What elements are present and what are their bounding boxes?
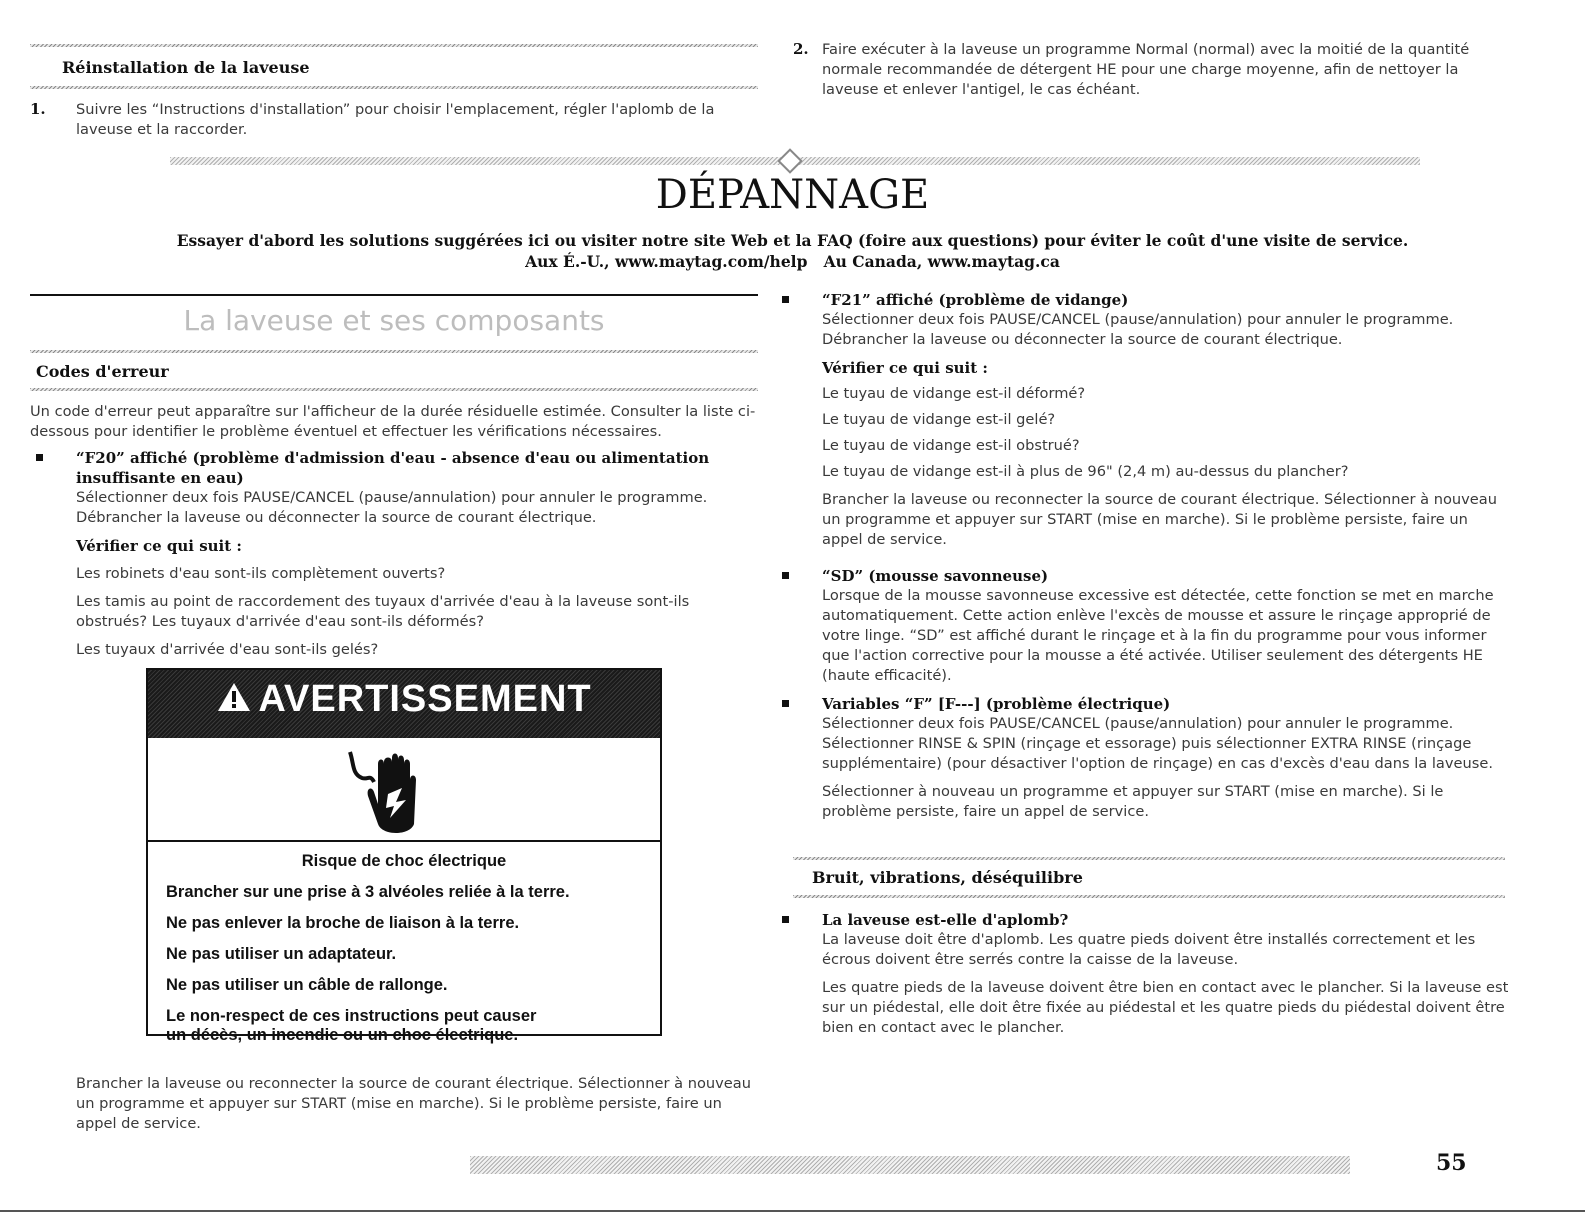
- bruit-rule-top: [793, 857, 1505, 860]
- f20-check-label: Vérifier ce qui suit :: [76, 537, 242, 555]
- f21-question-1: Le tuyau de vidange est-il déformé?: [822, 385, 1086, 402]
- warning-header: [148, 670, 660, 738]
- sd-item: [822, 566, 1512, 686]
- codes-after-warning: Brancher la laveuse ou reconnecter la source de courant électrique. Sélectionner à nouveau un programme et appuyer sur START (mise en marche). Si le problème persiste, faire un appel de service.: [76, 1075, 751, 1132]
- f21-title: “F21” affiché (problème de vidange): [822, 291, 1129, 309]
- electric-shock-hand-icon: [344, 744, 434, 844]
- f21-question-3: Le tuyau de vidange est-il obstrué?: [822, 437, 1080, 454]
- sd-text: Lorsque de la mousse savonneuse excessive est détectée, cette fonction se met en marche automatiquement. Cette action enlève l'excès de mousse et assure le rinçage approprié de votre linge. “SD” est affiché durant le rinçage et à la fin du programme pour vous informer que l'action corrective pour la mousse a été activée. Utiliser seulement des détergents HE (haute efficacité).: [822, 587, 1494, 684]
- item-2-text: Faire exécuter à la laveuse un programme Normal (normal) avec la moitié de la quantité normale recommandée de détergent HE pour une charge moyenne, afin de nettoyer la laveuse et enlever l'antigel, le cas échéant.: [822, 41, 1470, 98]
- title-divider-right: [798, 157, 1420, 165]
- intro-line-2: Aux É.-U., www.maytag.com/help Au Canada, www.maytag.ca: [525, 252, 1060, 271]
- section-rule-top: [30, 294, 758, 296]
- item-2-number: 2.: [793, 40, 809, 58]
- variables-title: Variables “F” [F---] (problème électrique): [822, 695, 1171, 713]
- aplomb-title: La laveuse est-elle d'aplomb?: [822, 911, 1069, 929]
- title-divider-left: [170, 157, 782, 165]
- bullet-icon: [782, 572, 789, 579]
- warning-title: AVERTISSEMENT: [148, 678, 660, 723]
- intro-line-1: Essayer d'abord les solutions suggérées ici ou visiter notre site Web et la FAQ (foire aux questions) pour éviter le coût d'une visite de service.: [176, 231, 1409, 250]
- warning-line-6b: un décès, un incendie ou un choc électrique.: [166, 1026, 519, 1044]
- variables-text: Sélectionner deux fois PAUSE/CANCEL (pause/annulation) pour annuler le programme. Sélectionner RINSE & SPIN (rinçage et essorage) puis sélectionner EXTRA RINSE (rinçage supplémentaire) (pour désactiver l'option de rinçage) en cas d'excès d'eau dans la laveuse.: [822, 715, 1493, 772]
- page-number: 55: [1436, 1150, 1467, 1176]
- footer-rule: [470, 1156, 1350, 1174]
- top-left-rule-top: [30, 44, 758, 47]
- f20-question-2: Les tamis au point de raccordement des tuyaux d'arrivée d'eau à la laveuse sont-ils obstrués? Les tuyaux d'arrivée d'eau sont-ils déformés?: [76, 593, 690, 630]
- sd-title: “SD” (mousse savonneuse): [822, 567, 1049, 585]
- f20-question-1: Les robinets d'eau sont-ils complètement ouverts?: [76, 565, 446, 582]
- f20-item: [76, 448, 766, 660]
- f20-title: “F20” affiché (problème d'admission d'eau - absence d'eau ou alimentation insuffisante en eau): [76, 449, 710, 487]
- bullet-icon: [782, 700, 789, 707]
- warning-icon-divider: [148, 840, 660, 842]
- section-title: La laveuse et ses composants: [183, 304, 605, 337]
- codes-rule-top: [30, 350, 758, 353]
- warning-line-3: Ne pas enlever la broche de liaison à la terre.: [166, 914, 520, 932]
- warning-line-4: Ne pas utiliser un adaptateur.: [166, 945, 397, 963]
- f21-question-4: Le tuyau de vidange est-il à plus de 96" (2,4 m) au-dessus du plancher?: [822, 463, 1349, 480]
- f21-check-label: Vérifier ce qui suit :: [822, 359, 988, 377]
- aplomb-text: La laveuse doit être d'aplomb. Les quatre pieds doivent être installés correctement et les écrous doivent être serrés contre la caisse de la laveuse.: [822, 931, 1476, 968]
- warning-line-1: Risque de choc électrique: [301, 852, 507, 870]
- divider-diamond-icon: [777, 148, 802, 173]
- codes-heading: Codes d'erreur: [36, 362, 169, 381]
- f20-question-3: Les tuyaux d'arrivée d'eau sont-ils gelés?: [76, 641, 379, 658]
- codes-intro: Un code d'erreur peut apparaître sur l'afficheur de la durée résiduelle estimée. Consulter la liste ci-dessous pour identifier le problème éventuel et effectuer les vérifications nécessaires.: [30, 403, 756, 440]
- bruit-rule-bottom: [793, 895, 1505, 898]
- f21-item: [822, 290, 1512, 550]
- bullet-icon: [36, 454, 43, 461]
- warning-line-6a: Le non-respect de ces instructions peut causer: [166, 1007, 537, 1025]
- item-1-text: Suivre les “Instructions d'installation” pour choisir l'emplacement, régler l'aplomb de la laveuse et la raccorder.: [76, 101, 715, 138]
- warning-triangle-icon: [216, 680, 252, 723]
- reinstall-heading: Réinstallation de la laveuse: [62, 58, 310, 77]
- f21-after: Brancher la laveuse ou reconnecter la source de courant électrique. Sélectionner à nouveau un programme et appuyer sur START (mise en marche). Si le problème persiste, faire un appel de service.: [822, 491, 1497, 548]
- page-title: DÉPANNAGE: [655, 172, 930, 218]
- bullet-icon: [782, 296, 789, 303]
- bruit-heading: Bruit, vibrations, déséquilibre: [812, 868, 1083, 887]
- page-bottom-rule: [0, 1210, 1585, 1212]
- warning-box: [146, 668, 662, 1036]
- f21-text: Sélectionner deux fois PAUSE/CANCEL (pause/annulation) pour annuler le programme. Débrancher la laveuse ou déconnecter la source de courant électrique.: [822, 311, 1454, 348]
- f21-question-2: Le tuyau de vidange est-il gelé?: [822, 411, 1056, 428]
- variables-after: Sélectionner à nouveau un programme et appuyer sur START (mise en marche). Si le problème persiste, faire un appel de service.: [822, 783, 1444, 820]
- aplomb-after: Les quatre pieds de la laveuse doivent être bien en contact avec le plancher. Si la laveuse est sur un piédestal, elle doit être fixée au piédestal et les quatre pieds du piédestal doivent être bien en contact avec le plancher.: [822, 979, 1509, 1036]
- top-left-rule-bottom: [30, 86, 758, 89]
- codes-rule-bottom: [30, 388, 758, 391]
- f20-text: Sélectionner deux fois PAUSE/CANCEL (pause/annulation) pour annuler le programme. Débrancher la laveuse ou déconnecter la source de courant électrique.: [76, 489, 708, 526]
- bullet-icon: [782, 916, 789, 923]
- warning-line-5: Ne pas utiliser un câble de rallonge.: [166, 976, 448, 994]
- variables-item: [822, 694, 1512, 822]
- warning-line-2: Brancher sur une prise à 3 alvéoles reliée à la terre.: [166, 883, 570, 901]
- aplomb-item: [822, 910, 1512, 1038]
- item-1-number: 1.: [30, 100, 46, 118]
